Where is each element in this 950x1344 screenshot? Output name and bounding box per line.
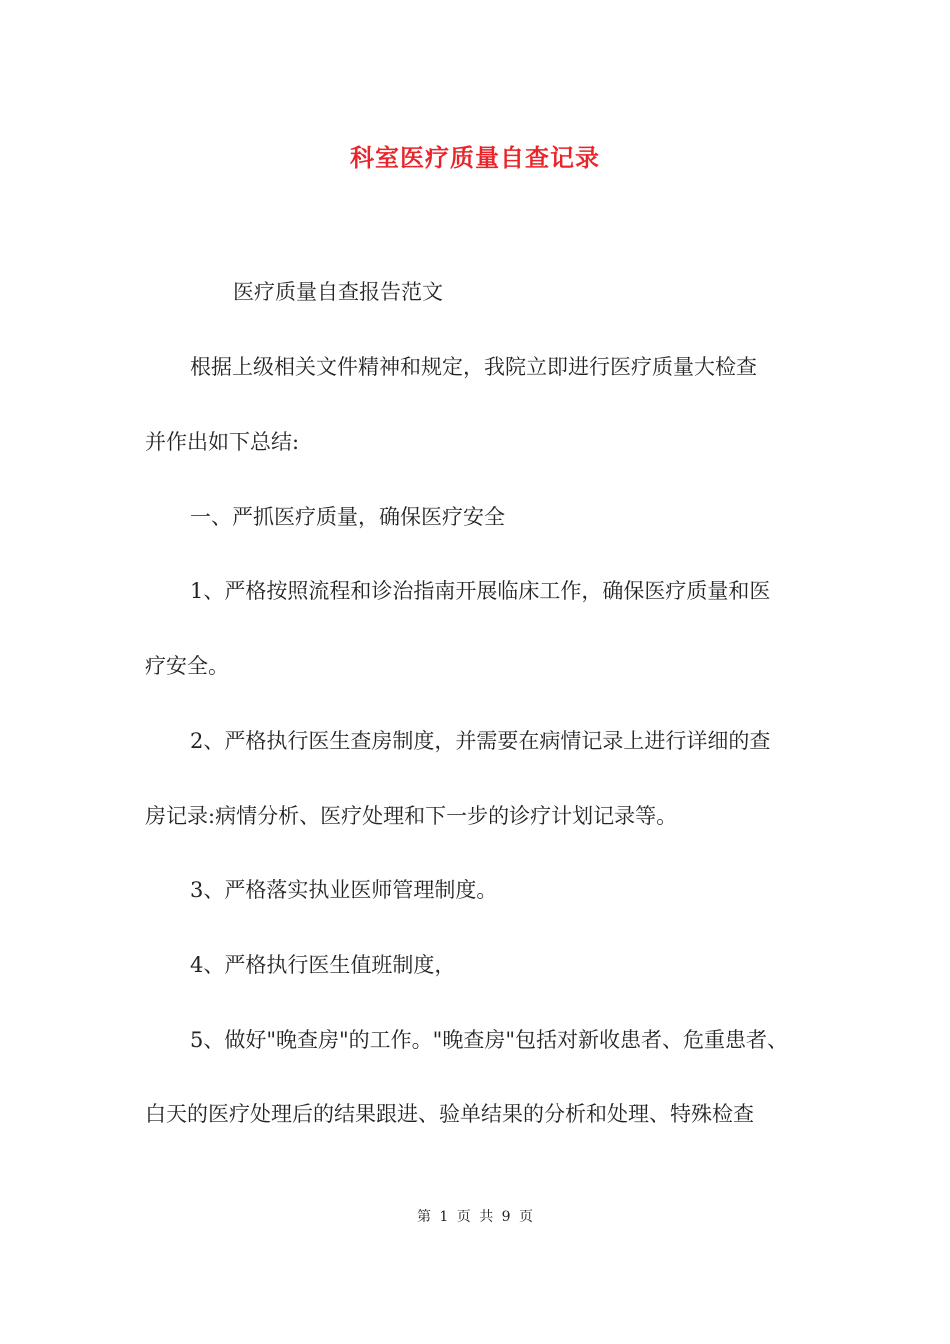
paragraph-line: 5、做好"晚查房"的工作。"晚查房"包括对新收患者、危重患者、 (190, 1028, 788, 1052)
paragraph-line: 疗安全。 (145, 654, 229, 678)
paragraph-line: 4、严格执行医生值班制度， (190, 953, 456, 977)
paragraph-line: 房记录:病情分析、医疗处理和下一步的诊疗计划记录等。 (145, 804, 678, 828)
paragraph-line: 3、严格落实执业医师管理制度。 (190, 878, 498, 902)
paragraph-line: 并作出如下总结: (145, 430, 300, 454)
section-heading: 一、严抓医疗质量，确保医疗安全 (190, 505, 505, 529)
paragraph-line: 2、严格执行医生查房制度，并需要在病情记录上进行详细的查 (190, 729, 771, 753)
document-subtitle: 医疗质量自查报告范文 (233, 280, 443, 304)
paragraph-line: 1、严格按照流程和诊治指南开展临床工作，确保医疗质量和医 (190, 579, 771, 603)
paragraph-line: 根据上级相关文件精神和规定，我院立即进行医疗质量大检查 (190, 355, 757, 379)
document-title: 科室医疗质量自查记录 (350, 143, 600, 172)
page-number-footer: 第 1 页 共 9 页 (416, 1209, 534, 1225)
paragraph-line: 白天的医疗处理后的结果跟进、验单结果的分析和处理、特殊检查 (145, 1102, 754, 1126)
